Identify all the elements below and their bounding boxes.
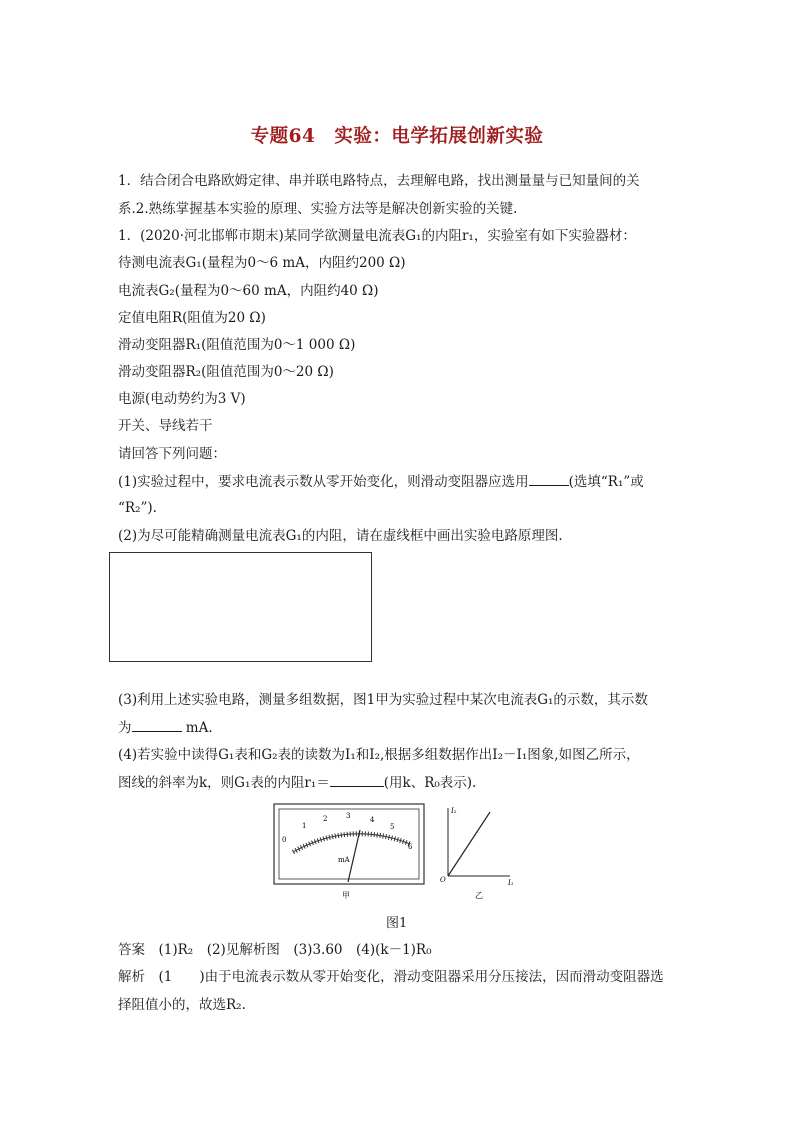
figure-caption: 图1	[386, 916, 408, 931]
question-4-text: 图线的斜率为k，则G₁表的内阻r₁＝	[118, 775, 330, 791]
equipment-item: 滑动变阻器R₁(阻值范围为0～1 000 Ω)	[118, 337, 356, 353]
equipment-item: 电流表G₂(量程为0～60 mA，内阻约40 Ω)	[118, 283, 379, 299]
equipment-item: 待测电流表G₁(量程为0～6 mA，内阻约200 Ω)	[118, 255, 406, 271]
answer-blank[interactable]	[132, 717, 182, 732]
graph-x-label: I₁	[508, 879, 514, 887]
meter-tick-label: 3	[346, 812, 351, 820]
problem-stem: 1．(2020·河北邯郸市期末)某同学欲测量电流表G₁的内阻r₁，实验室有如下实验器材：	[118, 228, 636, 244]
equipment-item: 电源(电动势约为3 V)	[118, 391, 246, 407]
meter-tick-label: 1	[302, 822, 307, 830]
figure-1	[270, 800, 520, 908]
analysis-line-1	[118, 967, 684, 987]
analysis-text: (1 )由于电流表示数从零开始变化，滑动变阻器采用分压接法，因而滑动变阻器选	[158, 969, 664, 985]
equipment-item: 滑动变阻器R₂(阻值范围为0～20 Ω)	[118, 364, 334, 380]
answer-blank[interactable]	[330, 772, 384, 787]
question-3-cont	[118, 717, 684, 738]
meter-tick-label: 2	[323, 815, 328, 823]
answer-label: 答案	[118, 942, 145, 958]
prompt: 请回答下列问题：	[118, 446, 226, 462]
question-1-text: (1)实验过程中，要求电流表示数从零开始变化，则滑动变阻器应选用	[118, 474, 529, 490]
question-3: (3)利用上述实验电路，测量多组数据，图1甲为实验过程中某次电流表G₁的示数，其示数	[118, 692, 648, 708]
question-2: (2)为尽可能精确测量电流表G₁的内阻，请在虚线框中画出实验电路原理图.	[118, 528, 563, 544]
circuit-drawing-box[interactable]	[109, 552, 372, 662]
meter-tick-label: 0	[282, 836, 287, 844]
figure-label-b: 乙	[475, 891, 483, 900]
i2-i1-graph	[440, 807, 514, 900]
graph-origin: O	[440, 876, 446, 884]
question-1	[118, 471, 684, 492]
answer-text: (1)R₂ (2)见解析图 (3)3.60 (4)(k－1)R₀	[158, 942, 432, 958]
answer-blank[interactable]	[529, 471, 569, 486]
question-4: (4)若实验中读得G₁表和G₂表的读数为I₁和I₂,根据多组数据作出I₂－I₁图象,如图乙所示，	[118, 747, 640, 763]
intro-line-2: 系.2.熟练掌握基本实验的原理、实验方法等是解决创新实验的关键.	[118, 201, 518, 217]
equipment-item: 定值电阻R(阻值为20 Ω)	[118, 310, 266, 326]
graph-y-label: I₂	[451, 807, 457, 815]
intro-line-1: 1．结合闭合电路欧姆定律、串并联电路特点，去理解电路，找出测量量与已知量间的关	[118, 173, 640, 189]
question-1-cont: “R₂”).	[118, 500, 157, 516]
equipment-item: 开关、导线若干	[118, 418, 213, 434]
question-3-prefix: 为	[118, 720, 132, 736]
answer-line	[118, 940, 684, 960]
analysis-label: 解析	[118, 969, 145, 985]
meter-unit: mA	[338, 856, 350, 864]
meter-tick-label: 5	[390, 823, 395, 831]
ammeter-diagram	[274, 804, 424, 900]
figure-label-a: 甲	[342, 891, 350, 900]
meter-tick-label: 6	[408, 843, 413, 851]
question-4-suffix: (用k、R₀表示).	[383, 775, 477, 791]
question-3-unit: mA.	[181, 720, 213, 736]
question-1-option: (选填“R₁”或	[568, 474, 644, 490]
page-title: 专题64 实验：电学拓展创新实验	[250, 126, 544, 147]
meter-tick-label: 4	[370, 816, 375, 824]
analysis-line-2: 择阻值小的，故选R₂.	[118, 997, 246, 1013]
question-4-cont	[118, 772, 684, 793]
